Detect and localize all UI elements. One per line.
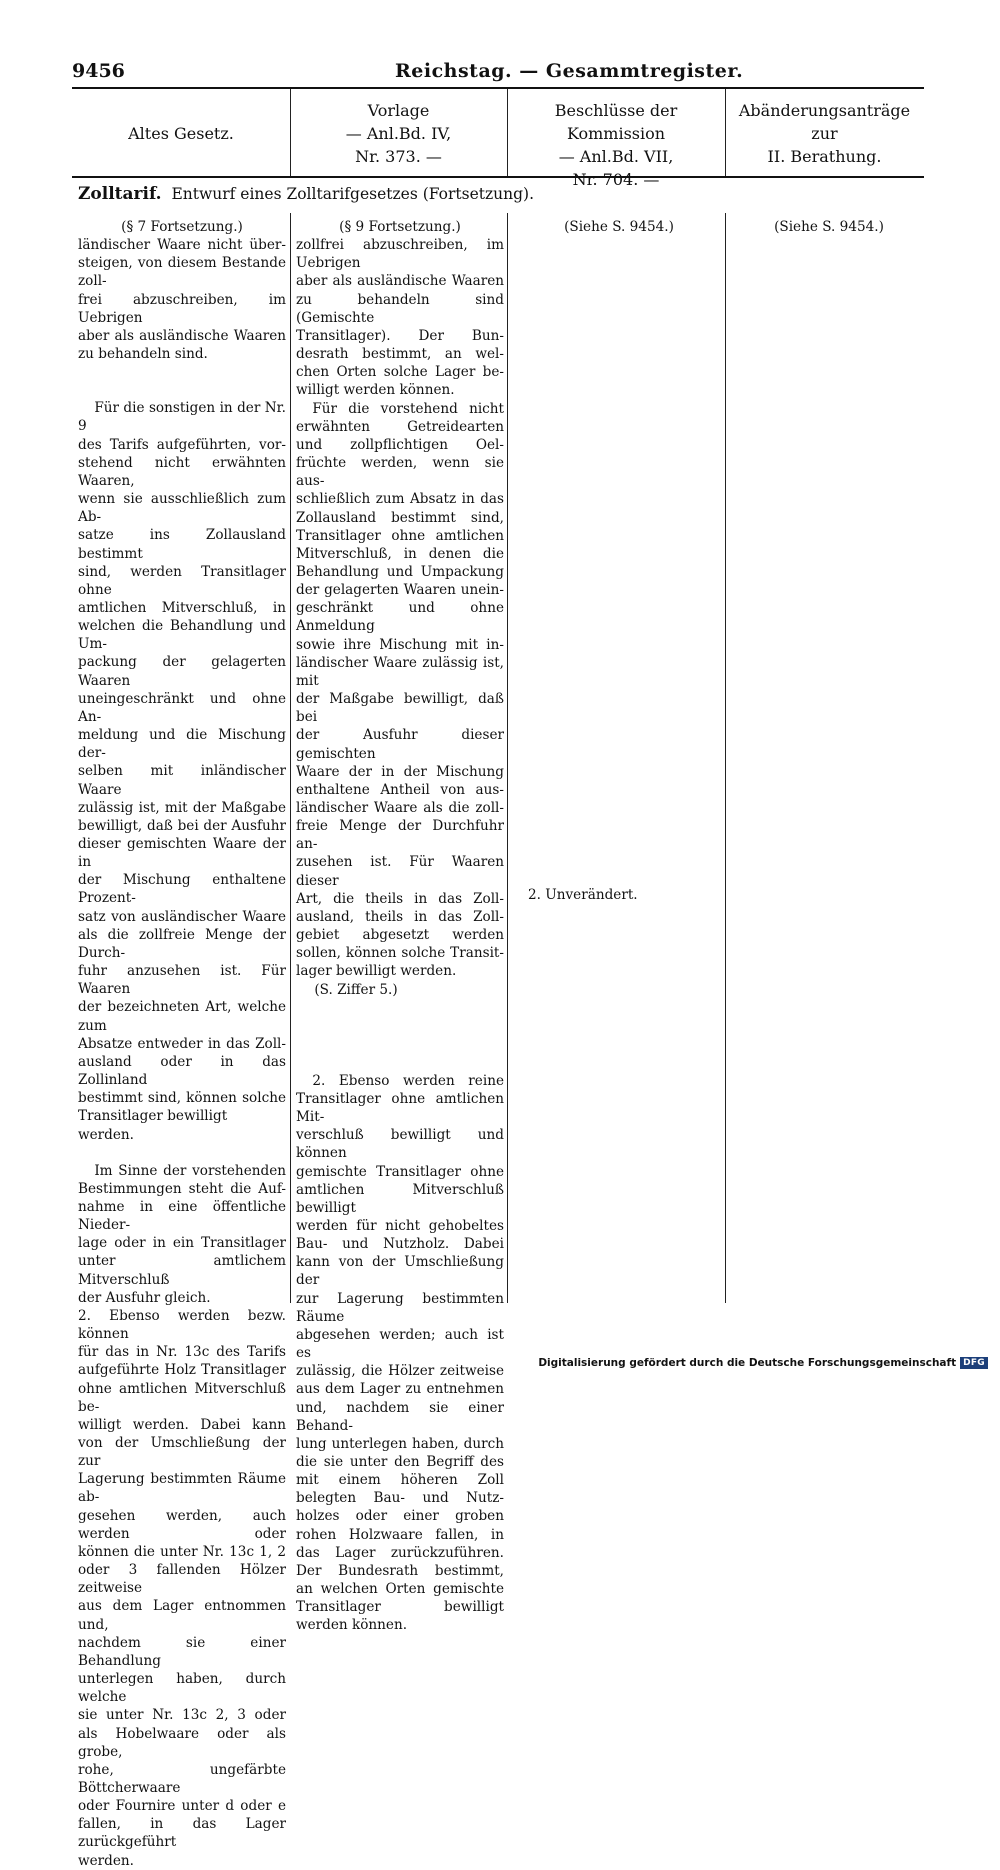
text-line: Transitlager ohne amtlichen Mit- [296, 1090, 504, 1126]
text-line: aufgeführte Holz Transitlager [78, 1362, 286, 1379]
column-divider [725, 213, 726, 1303]
section-lead [78, 184, 534, 204]
text-line: zu behandeln sind. [78, 346, 208, 363]
text-line: früchte werden, wenn sie aus- [296, 455, 504, 490]
text-line: 2. Ebenso werden bezw. können [78, 1307, 286, 1343]
text-line: Mitverschluß, in denen die [296, 545, 504, 562]
paragraph [78, 236, 286, 363]
section-title: Entwurf eines Zolltarifgesetzes (Fortsetzung). [171, 185, 535, 203]
column-divider [290, 213, 291, 1303]
text-line: Absatze entweder in das Zoll- [78, 1035, 286, 1052]
text-line: nahme in eine öffentliche Nieder- [78, 1198, 286, 1234]
text-line: geschränkt und ohne Anmeldung [296, 600, 504, 635]
cross-reference: (Siehe S. 9454.) [564, 219, 674, 235]
text-line: zusehen ist. Für Waaren dieser [296, 854, 504, 889]
text-line: zulässig ist, mit der Maßgabe [78, 799, 286, 816]
footer-text: Digitalisierung gefördert durch die Deutsche Forschungsgemeinschaft [538, 1357, 957, 1369]
column-header-vorlage: Vorlage — Anl.Bd. IV, Nr. 373. — [345, 101, 452, 166]
text-line: Für die sonstigen in der Nr. 9 [78, 400, 286, 435]
text-line: erwähnten Getreidearten [296, 418, 504, 435]
section-heading: (§ 9 Fortsetzung.) [339, 219, 461, 235]
text-line: belegten Bau- und Nutz- [296, 1490, 504, 1507]
text-line: Transitlager bewilligt [296, 1599, 504, 1616]
text-line: des Tarifs aufgeführten, vor- [78, 436, 286, 453]
text-line: gesehen werden, auch werden oder [78, 1507, 286, 1542]
text-line: das Lager zurückzuführen. [296, 1544, 504, 1561]
text-line: Im Sinne der vorstehenden [94, 1162, 286, 1179]
text-line: der gelagerten Waaren unein- [296, 582, 504, 599]
running-title: Reichstag. — Gesammtregister. [395, 60, 744, 82]
text-line: als die zollfreie Menge der Durch- [78, 926, 286, 961]
text-line: steigen, von diesem Bestande zoll- [78, 255, 286, 290]
text-line: Transitlager). Der Bun- [296, 327, 504, 344]
column-divider [507, 213, 508, 1303]
text-line: gebiet abgesetzt werden [296, 927, 504, 944]
text-line: satze ins Zollausland bestimmt [78, 527, 286, 562]
text-line: dieser gemischten Waare der in [78, 836, 286, 871]
text-line: fuhr anzusehen ist. Für Waaren [78, 963, 286, 998]
text-line: der Ausfuhr gleich. [78, 1289, 211, 1306]
text-line: ausland oder in das Zollinland [78, 1053, 286, 1089]
text-line: sind, werden Transitlager ohne [78, 563, 286, 598]
text-line: willigt werden können. [296, 382, 455, 399]
text-line: Der Bundesrath bestimmt, [296, 1562, 504, 1579]
text-line: die sie unter den Begriff des [296, 1454, 504, 1470]
text-line: meldung und die Mischung der- [78, 727, 286, 762]
text-line: ländischer Waare nicht über- [78, 237, 286, 254]
text-line: zollfrei abzuschreiben, im Uebrigen [296, 237, 504, 272]
text-line: chen Orten solche Lager be- [296, 364, 504, 381]
text-line: von der Umschließung der zur [78, 1435, 286, 1470]
text-line: lung unterlegen haben, durch [296, 1435, 504, 1452]
text-line: aber als ausländische Waaren [78, 327, 286, 344]
text-line: unter amtlichem Mitverschluß [78, 1253, 286, 1288]
section-heading: (§ 7 Fortsetzung.) [121, 219, 243, 235]
text-line: Bestimmungen steht die Auf- [78, 1180, 286, 1197]
text-line: rohe, ungefärbte Böttcherwaare [78, 1761, 286, 1796]
cross-reference: (S. Ziffer 5.) [314, 981, 398, 998]
text-line: an welchen Orten gemischte [296, 1581, 504, 1598]
text-line: Behandlung und Umpackung [296, 563, 504, 580]
text-line: Zollausland bestimmt sind, [296, 509, 504, 526]
text-line: ausland, theils in das Zoll- [296, 908, 504, 925]
text-line: kann von der Umschließung der [296, 1254, 504, 1289]
text-line: als Hobelwaare oder als grobe, [78, 1725, 286, 1760]
text-line: frei abzuschreiben, im Uebrigen [78, 291, 286, 326]
column-header-altes-gesetz: Altes Gesetz. [128, 124, 234, 143]
text-line: uneingeschränkt und ohne An- [78, 690, 286, 725]
text-line: Transitlager bewilligt werden. [78, 1108, 228, 1143]
text-line: zur Lagerung bestimmten Räume [296, 1290, 504, 1325]
column-altes-gesetz [78, 218, 286, 1870]
section-keyword: Zolltarif. [78, 184, 162, 204]
text-line: mit einem höheren Zoll [296, 1472, 504, 1489]
header-bottom-rule [72, 176, 924, 178]
paragraph [296, 236, 504, 399]
text-line: wenn sie ausschließlich zum Ab- [78, 491, 286, 526]
text-line: ländischer Waare zulässig ist, mit [296, 654, 504, 689]
text-line: können die unter Nr. 13c 1, 2 [78, 1543, 286, 1560]
text-line: Waare der in der Mischung [296, 763, 504, 780]
text-line: Bau- und Nutzholz. Dabei [296, 1236, 504, 1253]
text-line: lage oder in ein Transitlager [78, 1235, 286, 1252]
text-line: amtlichen Mitverschluß bewilligt [296, 1181, 504, 1216]
dfg-logo: DFG [960, 1357, 988, 1369]
text-line: freie Menge der Durchfuhr an- [296, 818, 504, 853]
text-line: oder Fournire unter d oder e [78, 1798, 286, 1815]
text-line: satz von ausländischer Waare [78, 908, 286, 925]
text-line: enthaltene Antheil von aus- [296, 781, 504, 798]
text-line: werden. [78, 1852, 135, 1869]
paragraph [296, 400, 504, 981]
header-top-rule [72, 87, 924, 89]
text-line: amtlichen Mitverschluß, in [78, 599, 286, 616]
column-header-kommission: Beschlüsse der Kommission — Anl.Bd. VII, Nr. 704. — [554, 101, 678, 189]
text-line: Art, die theils in das Zoll- [296, 890, 504, 907]
column-kommission [518, 218, 720, 903]
text-line: zu behandeln sind (Gemischte [296, 291, 504, 326]
text-line: packung der gelagerten Waaren [78, 654, 286, 689]
text-line: lager bewilligt werden. [296, 963, 457, 980]
text-line: holzes oder einer groben [296, 1508, 504, 1525]
text-line: zulässig, die Hölzer zeitweise [296, 1363, 504, 1380]
text-line: desrath bestimmt, an wel- [296, 346, 504, 363]
text-line: sie unter Nr. 13c 2, 3 oder [78, 1707, 286, 1724]
text-line: aber als ausländische Waaren [296, 273, 504, 290]
text-line: selben mit inländischer Waare [78, 763, 286, 798]
text-line: 2. Ebenso werden reine [312, 1072, 504, 1089]
text-line: ländischer Waare als die zoll- [296, 800, 504, 816]
text-line: welchen die Behandlung und Um- [78, 618, 286, 653]
text-line: stehend nicht erwähnten Waaren, [78, 454, 286, 489]
text-line: der Mischung enthaltene Prozent- [78, 872, 286, 907]
text-line: bestimmt sind, können solche [78, 1090, 286, 1107]
text-line: der bezeichneten Art, welche zum [78, 999, 286, 1034]
text-line: abgesehen werden; auch ist es [296, 1326, 504, 1362]
text-line: fallen, in das Lager zurückgeführt [78, 1816, 286, 1851]
page-number: 9456 [72, 60, 125, 82]
text-line: werden können. [296, 1617, 408, 1634]
text-line: rohen Holzwaare fallen, in [296, 1526, 504, 1543]
text-line: aus dem Lager entnommen und, [78, 1598, 286, 1633]
paragraph [78, 1162, 286, 1307]
text-line: werden für nicht gehobeltes [296, 1217, 504, 1234]
text-line: sowie ihre Mischung mit in- [296, 636, 504, 653]
text-line: der Maßgabe bewilligt, daß bei [296, 691, 504, 726]
cross-reference: (Siehe S. 9454.) [774, 219, 884, 235]
text-line: verschluß bewilligt und können [296, 1127, 504, 1162]
column-abaenderungsantraege [734, 218, 924, 236]
paragraph [78, 1307, 286, 1870]
text-line: Transitlager ohne amtlichen [296, 527, 504, 544]
text-line: ohne amtlichen Mitverschluß be- [78, 1380, 286, 1415]
text-line: sollen, können solche Transit- [296, 945, 504, 962]
column-vorlage [296, 218, 504, 1635]
text-line: und, nachdem sie einer Behand- [296, 1399, 504, 1434]
text-line: bewilligt, daß bei der Ausfuhr [78, 817, 286, 834]
text-line: oder 3 fallenden Hölzer zeitweise [78, 1562, 286, 1597]
text-line: nachdem sie einer Behandlung [78, 1634, 286, 1669]
text-line: der Ausfuhr dieser gemischten [296, 727, 504, 762]
text-line: aus dem Lager zu entnehmen [296, 1381, 504, 1398]
text-line: schließlich zum Absatz in das [296, 491, 504, 508]
footer-credit [538, 1357, 988, 1369]
text-line: willigt werden. Dabei kann [78, 1416, 286, 1433]
column-header-abaenderungsantraege: Abänderungsanträge zur II. Berathung. [738, 101, 911, 166]
text-line: Lagerung bestimmten Räume ab- [78, 1471, 286, 1506]
text-line: unterlegen haben, durch welche [78, 1671, 286, 1706]
paragraph [78, 399, 286, 1143]
text-line: Für die vorstehend nicht [312, 400, 504, 417]
text-line: für das in Nr. 13c des Tarifs [78, 1344, 286, 1361]
text-line: und zollpflichtigen Oel- [296, 436, 504, 453]
item-unveraendert: 2. Unverändert. [528, 887, 638, 903]
text-line: gemischte Transitlager ohne [296, 1163, 504, 1180]
paragraph [296, 1072, 504, 1635]
